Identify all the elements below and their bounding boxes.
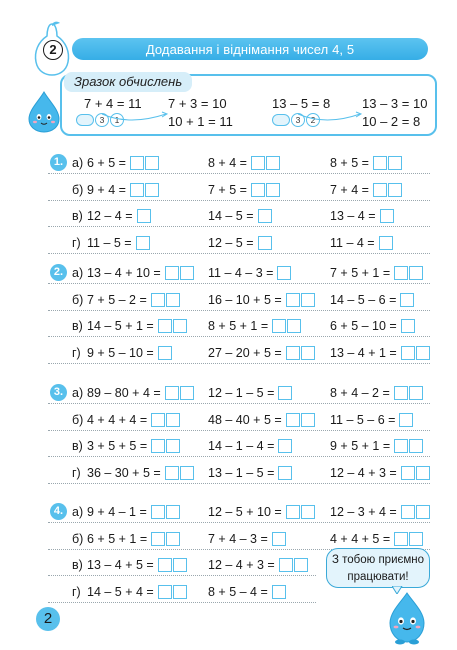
answer-box[interactable] xyxy=(388,156,402,170)
answer-box[interactable] xyxy=(399,413,413,427)
answer-box[interactable] xyxy=(180,266,194,280)
dotted-line xyxy=(48,283,430,284)
answer-box[interactable] xyxy=(301,293,315,307)
equation xyxy=(330,209,394,223)
task-number: 4. xyxy=(50,503,67,520)
answer-box[interactable] xyxy=(251,156,265,170)
dotted-line xyxy=(48,522,430,523)
equation-text: 8 + 4 – 2 = xyxy=(330,386,390,400)
equation-text: 9 + 5 – 10 = xyxy=(87,345,154,360)
speech-line-2: працювати! xyxy=(347,571,409,583)
answer-box[interactable] xyxy=(151,532,165,546)
answer-box[interactable] xyxy=(409,439,423,453)
task-number: 2. xyxy=(50,264,67,281)
answer-box[interactable] xyxy=(373,183,387,197)
answer-box[interactable] xyxy=(416,346,430,360)
page-title: Додавання і віднімання чисел 4, 5 xyxy=(72,38,428,60)
equation-text: 6 + 5 = xyxy=(87,156,126,170)
equation xyxy=(208,293,315,307)
equation xyxy=(87,558,187,572)
answer-box[interactable] xyxy=(180,386,194,400)
answer-box[interactable] xyxy=(166,505,180,519)
answer-box[interactable] xyxy=(401,505,415,519)
answer-box[interactable] xyxy=(286,413,300,427)
answer-box[interactable] xyxy=(388,183,402,197)
answer-box[interactable] xyxy=(151,505,165,519)
equation-text: 9 + 5 + 1 = xyxy=(330,439,391,453)
answer-box[interactable] xyxy=(301,413,315,427)
answer-box[interactable] xyxy=(272,319,286,333)
equation-text: 12 – 3 + 4 = xyxy=(330,505,397,519)
equation-text: 89 – 80 + 4 = xyxy=(87,386,161,400)
equation xyxy=(330,156,402,170)
equation xyxy=(87,505,180,519)
answer-box[interactable] xyxy=(301,505,315,519)
row-letter: а) xyxy=(72,266,84,280)
example-right-mid: 13 – 3 = 10 xyxy=(362,96,428,111)
equation-text: 8 + 5 + 1 = xyxy=(208,319,269,333)
dotted-line xyxy=(48,336,430,337)
example-bubble xyxy=(76,114,94,126)
equation xyxy=(208,505,315,519)
answer-box[interactable] xyxy=(416,466,430,480)
answer-box[interactable] xyxy=(151,413,165,427)
row-letter: б) xyxy=(72,292,84,307)
equation-text: 48 – 40 + 5 = xyxy=(208,412,282,427)
answer-box[interactable] xyxy=(400,293,414,307)
answer-box[interactable] xyxy=(165,386,179,400)
answer-box[interactable] xyxy=(151,293,165,307)
dotted-line xyxy=(48,226,430,227)
answer-box[interactable] xyxy=(258,236,272,250)
answer-box[interactable] xyxy=(158,319,172,333)
dotted-line xyxy=(48,456,430,457)
equation xyxy=(87,209,151,223)
dotted-line xyxy=(48,173,430,174)
answer-box[interactable] xyxy=(286,505,300,519)
equation xyxy=(208,558,308,572)
answer-box[interactable] xyxy=(277,266,291,280)
answer-box[interactable] xyxy=(251,183,265,197)
equation-text: 13 – 4 + 10 = xyxy=(87,266,161,280)
answer-box[interactable] xyxy=(145,183,159,197)
equation xyxy=(208,183,280,197)
answer-box[interactable] xyxy=(409,266,423,280)
task-number: 1. xyxy=(50,154,67,171)
answer-box[interactable] xyxy=(173,585,187,599)
equation-text: 11 – 4 – 3 = xyxy=(208,266,274,280)
answer-box[interactable] xyxy=(258,209,272,223)
row-letter: б) xyxy=(72,412,84,427)
equation xyxy=(87,413,180,427)
equation-text: 13 – 4 + 1 = xyxy=(330,345,397,360)
dotted-line xyxy=(48,483,430,484)
answer-box[interactable] xyxy=(180,466,194,480)
dotted-line xyxy=(48,602,316,603)
answer-box[interactable] xyxy=(379,236,393,250)
equation-text: 13 – 4 + 5 = xyxy=(87,558,154,572)
row-letter: в) xyxy=(72,319,83,333)
equation-text: 27 – 20 + 5 = xyxy=(208,345,282,360)
equation-text: 8 + 5 = xyxy=(330,156,369,170)
equation-text: 12 – 5 = xyxy=(208,235,254,250)
equation xyxy=(330,532,423,546)
equation xyxy=(208,439,292,453)
equation xyxy=(208,466,292,480)
lesson-badge: 2 xyxy=(43,40,63,60)
example-label: Зразок обчислень xyxy=(64,72,192,92)
equation-text: 7 + 4 – 3 = xyxy=(208,531,268,546)
equation-text: 7 + 5 – 2 = xyxy=(87,292,147,307)
answer-box[interactable] xyxy=(130,156,144,170)
equation xyxy=(87,532,180,546)
row-letter: б) xyxy=(72,531,84,546)
equation xyxy=(208,532,286,546)
equation xyxy=(87,266,194,280)
equation-text: 14 – 1 – 4 = xyxy=(208,439,275,453)
equation xyxy=(330,319,415,333)
row-letter: в) xyxy=(72,439,83,453)
equation xyxy=(208,585,286,599)
equation-text: 6 + 5 – 10 = xyxy=(330,319,397,333)
dotted-line xyxy=(48,253,430,254)
equation-text: 7 + 5 + 1 = xyxy=(330,266,391,280)
answer-box[interactable] xyxy=(401,466,415,480)
answer-box[interactable] xyxy=(394,386,408,400)
equation-text: 8 + 5 – 4 = xyxy=(208,584,268,599)
equation-text: 14 – 5 + 1 = xyxy=(87,319,154,333)
equation xyxy=(208,236,272,250)
equation xyxy=(330,183,402,197)
equation-text: 14 – 5 – 6 = xyxy=(330,292,397,307)
example-part-b: 1 xyxy=(110,113,124,127)
equation xyxy=(87,386,194,400)
equation xyxy=(330,466,430,480)
water-drop-mascot-icon xyxy=(380,590,434,646)
equation-text: 14 – 5 + 4 = xyxy=(87,584,154,599)
answer-box[interactable] xyxy=(272,585,286,599)
answer-box[interactable] xyxy=(287,319,301,333)
answer-box[interactable] xyxy=(286,293,300,307)
answer-box[interactable] xyxy=(173,558,187,572)
equation xyxy=(208,209,272,223)
answer-box[interactable] xyxy=(266,156,280,170)
example-bubble xyxy=(272,114,290,126)
equation-text: 3 + 5 + 5 = xyxy=(87,439,148,453)
equation xyxy=(87,346,172,360)
speech-bubble xyxy=(326,548,430,588)
answer-box[interactable] xyxy=(166,293,180,307)
equation-text: 12 – 4 + 3 = xyxy=(208,558,275,572)
row-letter: г) xyxy=(72,345,81,360)
equation xyxy=(330,346,430,360)
answer-box[interactable] xyxy=(158,585,172,599)
answer-box[interactable] xyxy=(394,439,408,453)
equation-text: 7 + 4 = xyxy=(330,182,369,197)
answer-box[interactable] xyxy=(394,532,408,546)
equation-text: 13 – 1 – 5 = xyxy=(208,465,275,480)
speech-line-1: З тобою приємно xyxy=(331,554,425,566)
equation-text: 14 – 5 = xyxy=(208,209,254,223)
equation-text: 7 + 5 = xyxy=(208,182,247,197)
answer-box[interactable] xyxy=(130,183,144,197)
equation xyxy=(87,466,194,480)
equation xyxy=(208,156,280,170)
row-letter: а) xyxy=(72,156,84,170)
answer-box[interactable] xyxy=(373,156,387,170)
example-left-mid: 7 + 3 = 10 xyxy=(168,96,227,111)
answer-box[interactable] xyxy=(394,266,408,280)
answer-box[interactable] xyxy=(278,466,292,480)
answer-box[interactable] xyxy=(166,532,180,546)
answer-box[interactable] xyxy=(158,558,172,572)
dotted-line xyxy=(48,575,316,576)
equation xyxy=(208,319,301,333)
example-right-bottom: 10 – 2 = 8 xyxy=(362,114,421,129)
equation xyxy=(87,156,159,170)
answer-box[interactable] xyxy=(409,532,423,546)
equation xyxy=(87,293,180,307)
example-right-top: 13 – 5 = 8 xyxy=(272,96,331,111)
dotted-line xyxy=(48,200,430,201)
example-part-a: 3 xyxy=(95,113,109,127)
dotted-line xyxy=(48,403,430,404)
equation xyxy=(208,346,315,360)
equation-text: 12 – 5 + 10 = xyxy=(208,505,282,519)
row-letter: в) xyxy=(72,209,83,223)
equation xyxy=(87,439,180,453)
equation-text: 16 – 10 + 5 = xyxy=(208,292,282,307)
dotted-line xyxy=(48,430,430,431)
equation-text: 12 – 1 – 5 = xyxy=(208,386,275,400)
answer-box[interactable] xyxy=(286,346,300,360)
equation xyxy=(87,319,187,333)
equation xyxy=(330,293,414,307)
row-letter: а) xyxy=(72,386,84,400)
equation xyxy=(87,236,150,250)
answer-box[interactable] xyxy=(165,266,179,280)
answer-box[interactable] xyxy=(401,319,415,333)
answer-box[interactable] xyxy=(266,183,280,197)
equation-text: 4 + 4 + 4 = xyxy=(87,412,148,427)
page-number: 2 xyxy=(36,607,60,631)
answer-box[interactable] xyxy=(294,558,308,572)
equation-text: 4 + 4 + 5 = xyxy=(330,531,391,546)
equation xyxy=(87,585,187,599)
equation-text: 8 + 4 = xyxy=(208,156,247,170)
equation xyxy=(208,413,315,427)
equation-text: 6 + 5 + 1 = xyxy=(87,531,148,546)
example-arrow-icon xyxy=(100,104,170,124)
example-left-bottom: 10 + 1 = 11 xyxy=(168,114,233,129)
answer-box[interactable] xyxy=(272,532,286,546)
answer-box[interactable] xyxy=(166,439,180,453)
equation xyxy=(330,236,393,250)
answer-box[interactable] xyxy=(137,209,151,223)
row-letter: г) xyxy=(72,584,81,599)
example-part-a: 3 xyxy=(291,113,305,127)
equation-text: 12 – 4 + 3 = xyxy=(330,465,397,480)
equation xyxy=(330,505,430,519)
answer-box[interactable] xyxy=(145,156,159,170)
equation xyxy=(330,266,423,280)
row-letter: г) xyxy=(72,235,81,250)
equation-text: 11 – 5 = xyxy=(87,235,132,250)
task-number: 3. xyxy=(50,384,67,401)
equation xyxy=(208,386,292,400)
equation xyxy=(330,439,423,453)
dotted-line xyxy=(48,310,430,311)
answer-box[interactable] xyxy=(158,346,172,360)
equation-text: 11 – 5 – 6 = xyxy=(330,412,396,427)
answer-box[interactable] xyxy=(279,558,293,572)
answer-box[interactable] xyxy=(380,209,394,223)
dotted-line xyxy=(48,363,430,364)
answer-box[interactable] xyxy=(136,236,150,250)
equation-text: 12 – 4 = xyxy=(87,209,133,223)
example-part-b: 2 xyxy=(306,113,320,127)
answer-box[interactable] xyxy=(401,346,415,360)
answer-box[interactable] xyxy=(166,413,180,427)
equation xyxy=(208,266,291,280)
answer-box[interactable] xyxy=(173,319,187,333)
water-drop-mascot-icon xyxy=(26,90,62,134)
answer-box[interactable] xyxy=(409,386,423,400)
answer-box[interactable] xyxy=(165,466,179,480)
example-arrow-icon xyxy=(296,104,364,124)
equation xyxy=(330,413,413,427)
equation-text: 9 + 4 = xyxy=(87,182,126,197)
row-letter: б) xyxy=(72,182,84,197)
row-letter: г) xyxy=(72,465,81,480)
example-left-top: 7 + 4 = 11 xyxy=(84,96,142,111)
equation xyxy=(330,386,423,400)
row-letter: а) xyxy=(72,505,84,519)
answer-box[interactable] xyxy=(278,439,292,453)
row-letter: в) xyxy=(72,558,83,572)
equation-text: 11 – 4 = xyxy=(330,235,375,250)
answer-box[interactable] xyxy=(278,386,292,400)
equation-text: 36 – 30 + 5 = xyxy=(87,465,161,480)
answer-box[interactable] xyxy=(301,346,315,360)
answer-box[interactable] xyxy=(416,505,430,519)
equation xyxy=(87,183,159,197)
answer-box[interactable] xyxy=(151,439,165,453)
equation-text: 13 – 4 = xyxy=(330,209,376,223)
equation-text: 9 + 4 – 1 = xyxy=(87,505,147,519)
